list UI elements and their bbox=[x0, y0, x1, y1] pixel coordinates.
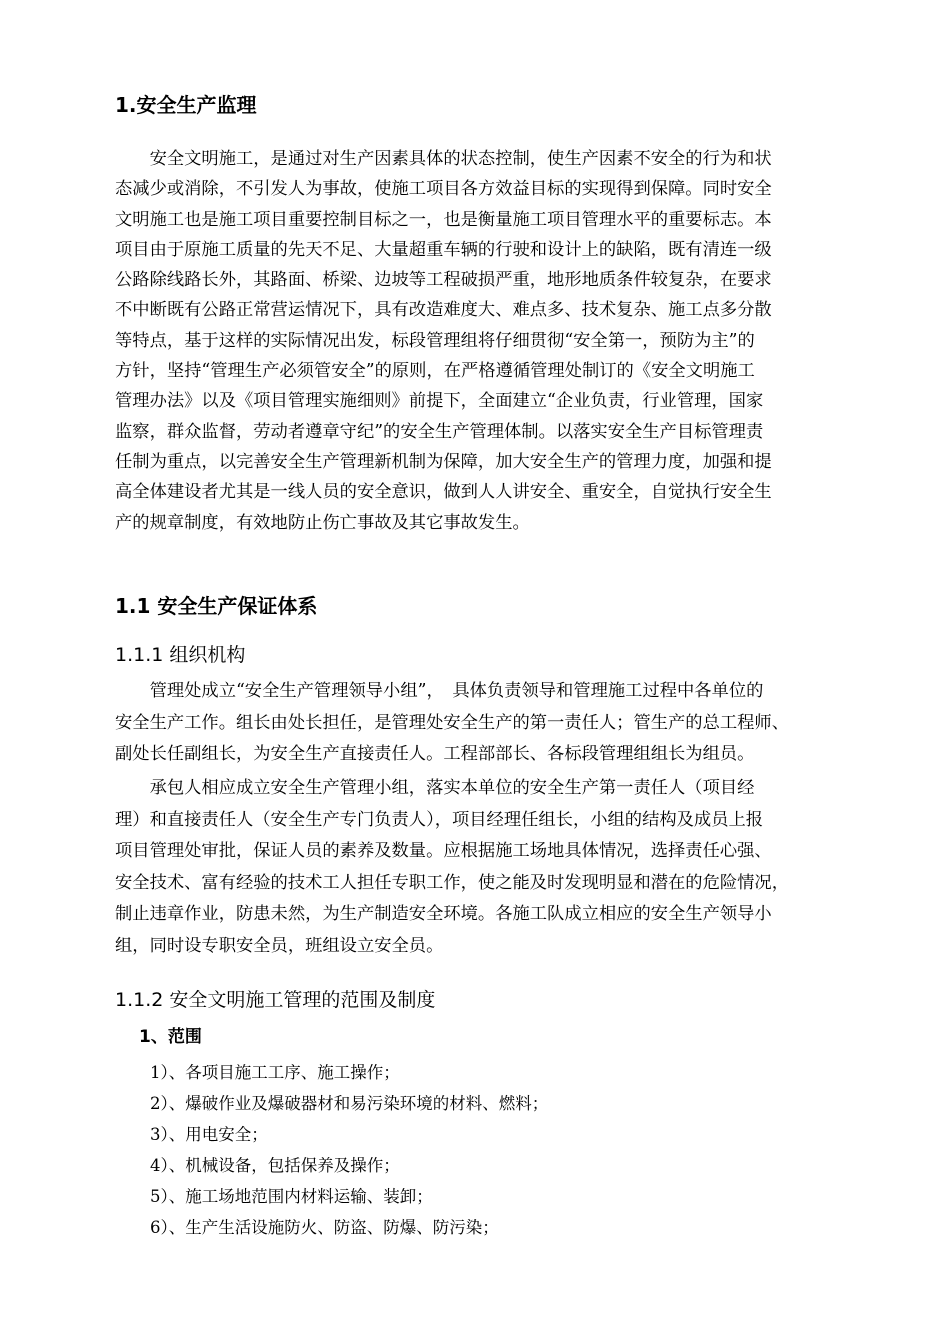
paragraph-line: 承包人相应成立安全生产管理小组，落实本单位的安全生产第一责任人（项目经 bbox=[115, 778, 755, 798]
paragraph-line: 态减少或消除，不引发人为事故，使施工项目各方效益目标的实现得到保障。同时安全 bbox=[115, 179, 772, 200]
paragraph-line: 安全生产工作。组长由处长担任，是管理处安全生产的第一责任人；管生产的总工程师、 bbox=[115, 712, 789, 733]
scope-heading: 1、范围 bbox=[139, 1027, 202, 1047]
paragraph-line: 项目管理处审批，保证人员的素养及数量。应根据施工场地具体情况，选择责任心强、 bbox=[115, 841, 772, 861]
paragraph-line: 公路除线路长外，其路面、桥梁、边坡等工程破损严重，地形地质条件较复杂，在要求 bbox=[115, 270, 772, 291]
paragraph-line: 制止违章作业，防患未然，为生产制造安全环境。各施工队成立相应的安全生产领导小 bbox=[115, 904, 772, 924]
paragraph-line: 副处长任副组长，为安全生产直接责任人。工程部部长、各标段管理组组长为组员。 bbox=[115, 744, 755, 764]
paragraph-line: 文明施工也是施工项目重要控制目标之一，也是衡量施工项目管理水平的重要标志。本 bbox=[115, 209, 772, 230]
section-title: 1.安全生产监理 bbox=[115, 93, 257, 117]
paragraph-line: 监察，群众监督，劳动者遵章守纪”的安全生产管理体制。以落实安全生产目标管理责 bbox=[115, 421, 764, 442]
paragraph-line: 方针，坚持“管理生产必须管安全”的原则，在严格遵循管理处制订的《安全文明施工 bbox=[115, 361, 755, 382]
list-item: 3）、用电安全； bbox=[150, 1125, 268, 1144]
paragraph-line: 等特点，基于这样的实际情况出发，标段管理组将仔细贯彻“安全第一，预防为主”的 bbox=[115, 330, 755, 351]
scope-list bbox=[150, 1057, 548, 1243]
org-structure-title: 1.1.1 组织机构 bbox=[115, 644, 246, 666]
list-item: 2）、爆破作业及爆破器材和易污染环境的材料、燃料； bbox=[150, 1094, 549, 1113]
scope-section-title: 1.1.2 安全文明施工管理的范围及制度 bbox=[115, 989, 436, 1011]
org-paragraph-1 bbox=[115, 676, 875, 771]
list-item: 4）、机械设备，包括保养及操作； bbox=[150, 1156, 400, 1175]
list-item: 5）、施工场地范围内材料运输、装卸； bbox=[150, 1187, 433, 1206]
paragraph-line: 高全体建设者尤其是一线人员的安全意识，做到人人讲安全、重安全，自觉执行安全生 bbox=[115, 482, 772, 503]
paragraph-line: 管理处成立“安全生产管理领导小组”， 具体负责领导和管理施工过程中各单位的 bbox=[115, 681, 764, 701]
list-item: 6）、生产生活设施防火、防盗、防爆、防污染； bbox=[150, 1218, 499, 1237]
list-item: 1）、各项目施工工序、施工操作； bbox=[150, 1063, 400, 1082]
intro-paragraph bbox=[115, 144, 875, 538]
paragraph-line: 理）和直接责任人（安全生产专门负责人），项目经理任组长，小组的结构及成员上报 bbox=[115, 809, 764, 830]
org-paragraph-2 bbox=[115, 773, 875, 962]
paragraph-line: 任制为重点，以完善安全生产管理新机制为保障，加大安全生产的管理力度，加强和提 bbox=[115, 451, 772, 472]
paragraph-line: 安全技术、富有经验的技术工人担任专职工作，使之能及时发现明显和潜在的危险情况， bbox=[115, 872, 789, 893]
paragraph-line: 产的规章制度，有效地防止伤亡事故及其它事故发生。 bbox=[115, 512, 530, 533]
paragraph-line: 管理办法》以及《项目管理实施细则》前提下，全面建立“企业负责，行业管理，国家 bbox=[115, 391, 764, 412]
paragraph-line: 组，同时设专职安全员，班组设立安全员。 bbox=[115, 935, 444, 956]
paragraph-line: 项目由于原施工质量的先天不足、大量超重车辆的行驶和设计上的缺陷，既有清连一级 bbox=[115, 239, 772, 260]
paragraph-line: 不中断既有公路正常营运情况下，具有改造难度大、难点多、技术复杂、施工点多分散 bbox=[115, 300, 772, 321]
paragraph-line: 安全文明施工，是通过对生产因素具体的状态控制，使生产因素不安全的行为和状 bbox=[115, 149, 772, 169]
subsection-title: 1.1 安全生产保证体系 bbox=[115, 594, 318, 618]
